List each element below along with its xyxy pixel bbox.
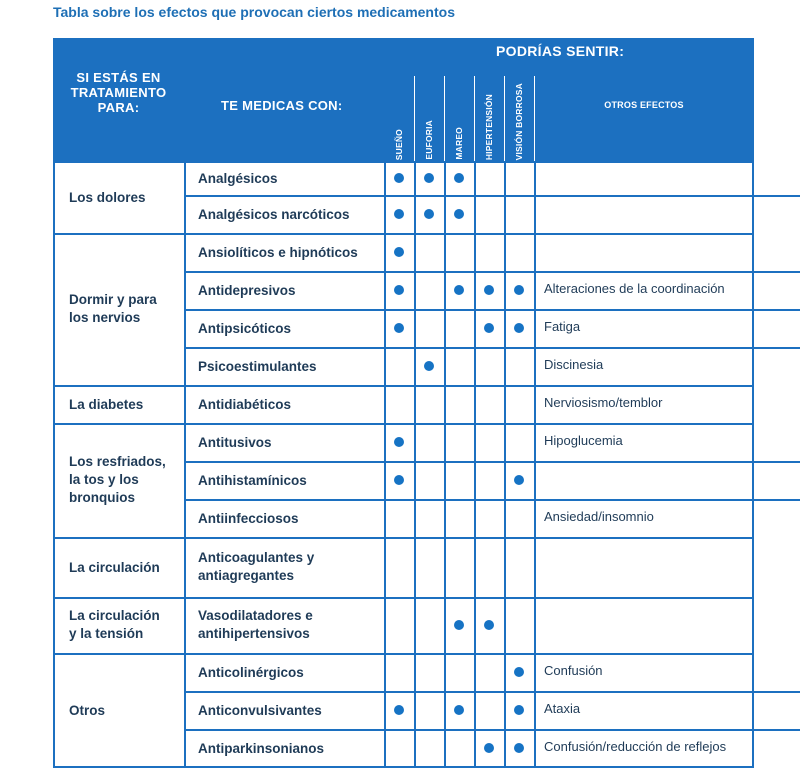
medication-name	[198, 740, 382, 758]
row-divider	[184, 195, 800, 197]
medication-name	[198, 282, 382, 300]
row-divider	[53, 537, 754, 539]
effect-dot	[454, 209, 464, 219]
row-divider	[184, 309, 800, 311]
medication-name-line: Antidiabéticos	[198, 396, 292, 412]
column-divider	[444, 162, 446, 768]
condition-label-line: Dormir y para	[69, 292, 157, 307]
medication-name-line: antihipertensivos	[198, 626, 310, 641]
medication-name	[198, 472, 382, 490]
condition-label	[69, 702, 184, 720]
effect-header-sueno: SUEÑO	[394, 128, 404, 160]
effect-dot	[424, 209, 434, 219]
row-divider	[184, 347, 800, 349]
effect-dot	[394, 209, 404, 219]
medication-name-line: Anticoagulantes y	[198, 550, 315, 565]
treatment-header-line: TRATAMIENTO	[70, 85, 167, 100]
row-divider	[184, 461, 800, 463]
medication-name	[198, 358, 382, 376]
effect-dot	[424, 361, 434, 371]
medication-name-line: Anticolinérgicos	[198, 664, 304, 680]
condition-label	[69, 453, 184, 507]
other-effect: Alteraciones de la coordinación	[544, 281, 725, 296]
condition-label-line: La circulación	[69, 608, 160, 623]
medication-effects-table	[53, 38, 754, 768]
medication-name	[198, 320, 382, 338]
condition-label	[69, 559, 184, 577]
effect-dot	[514, 285, 524, 295]
medication-name	[198, 434, 382, 452]
row-divider	[53, 653, 754, 655]
row-divider	[53, 597, 754, 599]
effect-dot	[394, 285, 404, 295]
other-effect: Fatiga	[544, 319, 581, 334]
medication-name-line: Antihistamínicos	[198, 472, 307, 488]
effect-header-euforia: EUFORIA	[424, 120, 434, 160]
effect-dot	[514, 475, 524, 485]
treatment-column-header	[53, 70, 184, 115]
effect-dot	[484, 620, 494, 630]
condition-label-line: Los dolores	[69, 189, 146, 205]
effect-dot	[454, 173, 464, 183]
medication-name-line: Psicoestimulantes	[198, 358, 317, 374]
medication-name-line: Analgésicos	[198, 170, 278, 186]
condition-label-line: La diabetes	[69, 396, 144, 412]
effect-dot	[514, 705, 524, 715]
effect-dot	[394, 475, 404, 485]
effect-dot	[484, 743, 494, 753]
column-divider	[184, 162, 186, 768]
condition-label-line: los nervios	[69, 310, 141, 325]
medication-name-line: Vasodilatadores e	[198, 608, 313, 623]
effect-dot	[514, 743, 524, 753]
other-effect: Discinesia	[544, 357, 604, 372]
condition-label-line: la tos y los	[69, 471, 139, 487]
effect-dot	[394, 247, 404, 257]
medication-name-line: Antidepresivos	[198, 282, 296, 298]
effect-header-mareo: MAREO	[454, 127, 464, 160]
condition-label-line: Otros	[69, 702, 106, 718]
effect-dot	[484, 285, 494, 295]
medication-name	[198, 549, 382, 585]
treatment-header-line: PARA:	[97, 100, 140, 115]
medication-name-line: Antitusivos	[198, 434, 272, 450]
column-divider	[504, 162, 506, 768]
row-divider	[184, 729, 800, 731]
medication-name-line: Anticonvulsivantes	[198, 702, 322, 718]
column-divider	[414, 162, 416, 768]
medication-name	[198, 664, 382, 682]
medication-name	[198, 702, 382, 720]
medication-name-line: Antiinfecciosos	[198, 510, 299, 526]
row-divider	[53, 161, 754, 163]
effect-header-hipertension: HIPERTENSIÓN	[484, 93, 494, 160]
column-divider	[534, 162, 536, 768]
medication-name	[198, 170, 382, 188]
effect-dot	[394, 323, 404, 333]
effect-dot	[514, 323, 524, 333]
page-title: Tabla sobre los efectos que provocan ciertos medicamentos	[53, 4, 455, 20]
other-effect: Hipoglucemia	[544, 433, 623, 448]
effect-dot	[484, 323, 494, 333]
treatment-header-line: SI ESTÁS EN	[76, 70, 161, 85]
other-effect: Nerviosismo/temblor	[544, 395, 663, 410]
column-divider	[384, 162, 386, 768]
medication-column-header: TE MEDICAS CON:	[221, 98, 343, 113]
medication-name	[198, 206, 382, 224]
condition-label-line: bronquios	[69, 489, 135, 505]
symptoms-header: PODRÍAS SENTIR:	[496, 43, 625, 59]
effect-dot	[514, 667, 524, 677]
other-effect: Confusión	[544, 663, 603, 678]
other-effect: Confusión/reducción de reflejos	[544, 739, 727, 754]
condition-label-line: Los resfriados,	[69, 453, 166, 469]
condition-label	[69, 396, 184, 414]
other-effects-header: OTROS EFECTOS	[604, 100, 684, 110]
medication-name	[198, 607, 382, 643]
effect-header-vision-borrosa: VISIÓN BORROSA	[514, 82, 524, 160]
effect-dot	[394, 705, 404, 715]
row-divider	[53, 233, 754, 235]
row-divider	[53, 423, 754, 425]
medication-name	[198, 396, 382, 414]
medication-name-line: Antiparkinsonianos	[198, 740, 325, 756]
medication-name	[198, 510, 382, 528]
effect-dot	[424, 173, 434, 183]
effect-dot	[394, 173, 404, 183]
condition-label	[69, 291, 184, 327]
condition-label	[69, 607, 184, 643]
effect-dot	[454, 620, 464, 630]
row-divider	[53, 385, 754, 387]
other-effect: Ataxia	[544, 701, 581, 716]
effect-dot	[454, 705, 464, 715]
row-divider	[184, 691, 800, 693]
table-header	[53, 38, 754, 162]
column-divider	[474, 162, 476, 768]
column-divider	[53, 162, 55, 768]
condition-label	[69, 189, 184, 207]
medication-name	[198, 244, 382, 262]
medication-name-line: Analgésicos narcóticos	[198, 206, 350, 222]
medication-name-line: antiagregantes	[198, 568, 295, 583]
medication-name-line: Ansiolíticos e hipnóticos	[198, 244, 358, 260]
condition-label-line: La circulación	[69, 559, 160, 575]
medication-name-line: Antipsicóticos	[198, 320, 292, 336]
other-effect: Ansiedad/insomnio	[544, 509, 654, 524]
effect-dot	[394, 437, 404, 447]
column-divider	[752, 162, 754, 768]
row-divider	[184, 271, 800, 273]
row-divider	[184, 499, 800, 501]
condition-label-line: y la tensión	[69, 626, 144, 641]
effect-dot	[454, 285, 464, 295]
